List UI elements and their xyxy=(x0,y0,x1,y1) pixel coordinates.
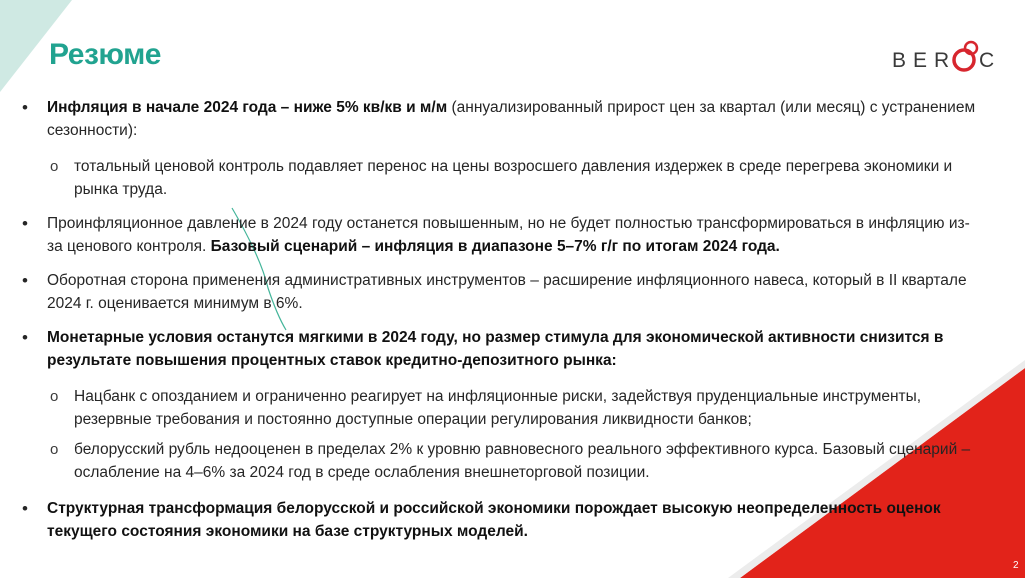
bullet-text: Оборотная сторона применения административных инструментов – расширение инфляционного навеса, который в II квартале 2024 г. оценивается минимум в 6%. xyxy=(47,272,967,312)
logo-letter-e: E xyxy=(913,49,930,72)
bullet-marker: • xyxy=(22,328,28,347)
bullet-marker: • xyxy=(22,271,28,290)
subbullet-natbank xyxy=(22,385,982,431)
sub-bullet-text: Нацбанк с опозданием и ограниченно реагирует на инфляционные риски, задействуя пруденциальные инструменты, резервные требования и постоянно доступные операции регулирования ликвидности банков; xyxy=(74,388,922,428)
bullet-overhang xyxy=(22,269,982,315)
bullet-bold-text: Структурная трансформация белорусской и российской экономики порождает высокую неопределенность оценок текущего состояния экономики на базе структурных моделей. xyxy=(47,500,941,540)
bullet-pressure xyxy=(22,212,982,258)
bullet-inflation xyxy=(22,96,982,142)
bullet-marker: • xyxy=(22,214,28,233)
bullet-bold-text: Инфляция в начале 2024 года – ниже 5% кв/кв и м/м xyxy=(47,99,448,116)
slide-title: Резюме xyxy=(49,38,161,71)
bullet-marker: • xyxy=(22,499,28,518)
bullet-bold-text: Монетарные условия останутся мягкими в 2024 году, но размер стимула для экономической активности снизится в результате повышения процентных ставок кредитно-депозитного рынка: xyxy=(47,329,944,369)
subbullet-ruble xyxy=(22,438,982,484)
sub-bullet-text: тотальный ценовой контроль подавляет перенос на цены возросшего давления издержек в среде перегрева экономики и рынка труда. xyxy=(74,158,953,198)
subbullet-price-control xyxy=(22,155,982,201)
bullet-text: Проинфляционное давление в 2024 году останется повышенным, но не будет полностью трансформироваться в инфляцию из-за ценового контроля. xyxy=(47,215,970,255)
sub-bullet-text: белорусский рубль недооценен в пределах 2% к уровню равновесного реального эффективного курса. Базовый сценарий – ослабление на 4–6% за 2024 год в среде ослабления внешнеторговой позиции. xyxy=(74,441,971,481)
logo-letter-b: B xyxy=(892,49,909,72)
bullet-monetary xyxy=(22,326,982,372)
logo-letter-r: R xyxy=(934,49,952,72)
bullet-text: (аннуализированный прирост цен за квартал (или месяц) с устранением сезонности): xyxy=(47,99,976,139)
bullet-structural xyxy=(22,497,982,543)
bullet-bold-text: Базовый сценарий – инфляция в диапазоне 5–7% г/г по итогам 2024 года. xyxy=(210,238,780,255)
sub-bullet-marker: o xyxy=(50,441,59,458)
page-number: 2 xyxy=(1013,560,1019,571)
sub-bullet-marker: o xyxy=(50,388,59,405)
sub-bullet-marker: o xyxy=(50,158,59,175)
beroc-logo xyxy=(890,37,1000,79)
logo-letter-c: C xyxy=(979,49,997,72)
bullet-marker: • xyxy=(22,98,28,117)
summary-content xyxy=(22,96,982,543)
